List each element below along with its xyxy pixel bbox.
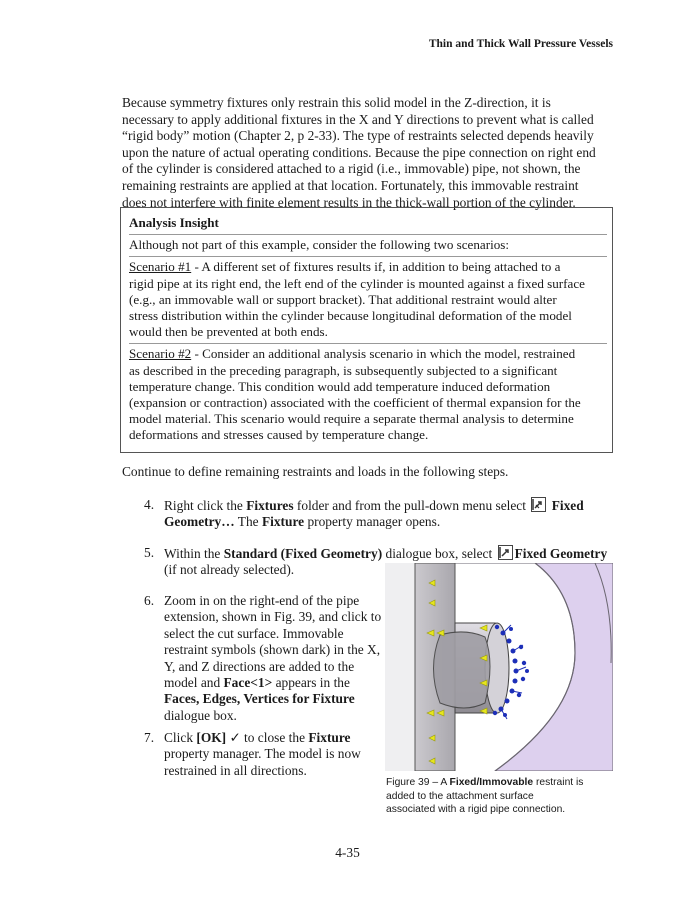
scenario-2-line: deformations and stresses caused by temperature change. xyxy=(129,427,429,443)
fixed-geometry-label: Fixed Geometry xyxy=(514,546,608,561)
intro-line: “rigid body” motion (Chapter 2, p 2-33). The type of restraints selected depends heavily xyxy=(122,128,594,144)
continue-text: Continue to define remaining restraints and loads in the following steps. xyxy=(122,464,509,479)
fixture-label: Fixture xyxy=(261,514,305,530)
ok-label: [OK] xyxy=(196,730,227,745)
restraint-model-render xyxy=(385,563,613,771)
step-text: Zoom in on the right-end of the pipe xyxy=(164,593,360,608)
fixed-label: Fixed xyxy=(551,498,584,513)
caption-text: associated with a rigid pipe connection. xyxy=(386,804,566,816)
standard-fixed-geometry-label: Standard (Fixed Geometry) xyxy=(223,546,383,561)
intro-line: necessary to apply additional fixtures in the X and Y directions to prevent what is called xyxy=(122,111,594,127)
face-label: Face<1> xyxy=(223,675,273,691)
insight-title: Analysis Insight xyxy=(129,215,219,230)
step-number: 6. xyxy=(144,593,155,608)
step-text: property manager. The model is now xyxy=(164,746,361,762)
fixed-geometry-icon xyxy=(498,545,513,560)
intro-line: Because symmetry fixtures only restrain this solid model in the Z-direction, it is xyxy=(122,95,551,110)
scenario-2-line: model material. This scenario would require a separate thermal analysis to determine xyxy=(129,411,574,427)
divider xyxy=(129,343,607,344)
fixture-label: Fixture xyxy=(308,730,351,745)
figure-caption xyxy=(386,776,616,817)
scenario-1-line: rigid pipe at its right end, the left end of the cylinder is mounted against a fixed surface xyxy=(129,275,585,291)
step-text: Click xyxy=(164,730,197,745)
scenario-1-label: Scenario #1 xyxy=(129,259,192,275)
scenario-2-line xyxy=(129,346,607,362)
analysis-insight-box xyxy=(120,207,613,453)
step-text: The xyxy=(234,514,262,530)
scenario-2-line: (expansion or contraction) associated with the coefficient of thermal expansion for the xyxy=(129,395,581,411)
geometry-label: Geometry… xyxy=(164,514,235,530)
step-text: Right click the xyxy=(164,498,247,513)
scenario-1-line: (e.g., an immovable wall or support bracket). That additional restraint would alter xyxy=(129,291,557,307)
fixed-geometry-icon xyxy=(531,497,546,512)
intro-line: remaining restraints are applied at that location. Fortunately, this immovable restraint xyxy=(122,177,579,193)
divider xyxy=(129,234,607,235)
scenario-1-text: - A different set of fixtures results if, in addition to being attached to a xyxy=(191,259,561,275)
step-text: ✓ to close the xyxy=(226,730,309,745)
running-header: Thin and Thick Wall Pressure Vessels xyxy=(428,38,613,50)
intro-line: does not interfere with finite element results in the thick-wall portion of the cylinder. xyxy=(122,194,576,210)
step-text: dialogue box, select xyxy=(382,546,496,561)
scenario-1-line xyxy=(129,259,607,275)
step-text: appears in the xyxy=(272,675,350,691)
faces-edges-vertices-label: Faces, Edges, Vertices for Fixture xyxy=(164,691,355,707)
step-text: property manager opens. xyxy=(304,514,441,530)
insight-lead: Although not part of this example, consider the following two scenarios: xyxy=(129,237,510,253)
intro-paragraph xyxy=(122,95,614,211)
divider xyxy=(129,256,607,257)
figure-39-image xyxy=(385,563,613,771)
step-text: (if not already selected). xyxy=(164,562,295,578)
step-text: restrained in all directions. xyxy=(164,762,307,778)
intro-line: upon the nature of actual operating conditions. Because the pipe connection on right end xyxy=(122,144,596,160)
step-number: 7. xyxy=(144,730,155,745)
caption-bold: Fixed/Immovable xyxy=(449,777,534,788)
caption-text: restraint is xyxy=(533,777,584,788)
step-text: Y, and Z directions are added to the xyxy=(164,658,355,674)
step-text: model and xyxy=(164,675,224,691)
step-number: 5. xyxy=(144,545,155,560)
fixtures-folder-label: Fixtures xyxy=(246,498,294,513)
caption-text: Figure 39 – A xyxy=(386,777,450,788)
scenario-2-text: - Consider an additional analysis scenario in which the model, restrained xyxy=(191,346,576,362)
step-text: select the cut surface. Immovable xyxy=(164,625,344,641)
step-text: folder and from the pull-down menu select xyxy=(293,498,530,513)
step-text: Within the xyxy=(164,546,224,561)
step-text: extension, shown in Fig. 39, and click to xyxy=(164,609,382,625)
scenario-1-line: stress distribution within the cylinder because longitudinal deformation of the model xyxy=(129,308,572,324)
intro-line: of the cylinder is considered attached to a rigid (i.e., immovable) pipe, not shown, the xyxy=(122,161,581,177)
caption-text: added to the attachment surface xyxy=(386,790,534,802)
step-number: 4. xyxy=(144,497,155,512)
scenario-1-line: would then be prevented at both ends. xyxy=(129,324,328,340)
scenario-2-line: temperature change. This condition would add temperature induced deformation xyxy=(129,378,551,394)
scenario-2-label: Scenario #2 xyxy=(129,346,192,362)
scenario-2-line: as described in the preceding paragraph, is subsequently subjected to a significant xyxy=(129,362,558,378)
page-number: 4-35 xyxy=(335,845,360,860)
step-text: dialogue box. xyxy=(164,707,237,723)
step-text: restraint symbols (shown dark) in the X, xyxy=(164,642,381,658)
